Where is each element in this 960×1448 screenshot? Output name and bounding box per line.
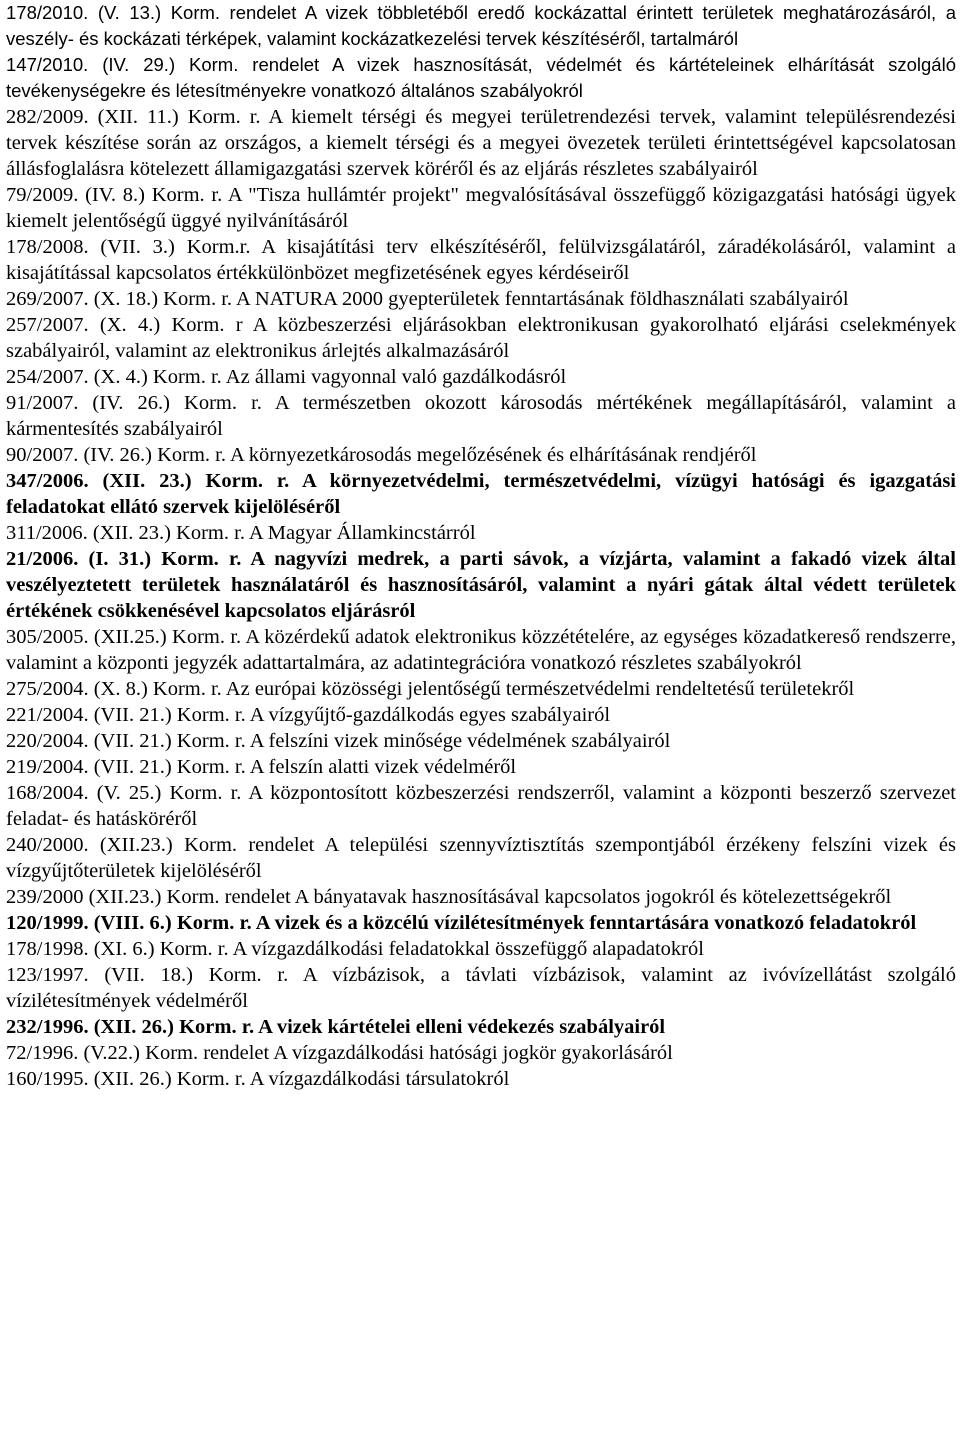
- regulation-entry: 178/2008. (VII. 3.) Korm.r. A kisajátítási terv elkészítéséről, felülvizsgálatáról, záradékolásáról, valamint a kisajátítással kapcsolatos értékkülönbözet megfizetésének egyes kérdéseiről: [6, 236, 956, 284]
- regulation-entry: 305/2005. (XII.25.) Korm. r. A közérdekű adatok elektronikus közzétételére, az egységes közadatkereső rendszerre, valamint a központi jegyzék adattartalmára, az adatintegrációra vonatkozó részletes szabályokról: [6, 626, 956, 674]
- regulation-entry: 220/2004. (VII. 21.) Korm. r. A felszíni vizek minősége védelmének szabályairól: [6, 730, 671, 752]
- regulation-entry: 147/2010. (IV. 29.) Korm. rendelet A vizek hasznosítását, védelmét és kártételeinek elhárítását szolgáló tevékenységekre és létesítményekre vonatkozó általános szabályokról: [6, 54, 956, 101]
- regulation-entry: 178/1998. (XI. 6.) Korm. r. A vízgazdálkodási feladatokkal összefüggő alapadatokról: [6, 938, 704, 960]
- regulation-entry: 239/2000 (XII.23.) Korm. rendelet A bányatavak hasznosításával kapcsolatos jogokról és kötelezettségekről: [6, 886, 892, 908]
- regulation-entry: 168/2004. (V. 25.) Korm. r. A központosított közbeszerzési rendszerről, valamint a központi beszerző szervezet feladat- és hatásköréről: [6, 782, 956, 830]
- regulation-entry: 123/1997. (VII. 18.) Korm. r. A vízbázisok, a távlati vízbázisok, valamint az ivóvízellátást szolgáló vízilétesítmények védelméről: [6, 964, 956, 1012]
- regulation-entry: 275/2004. (X. 8.) Korm. r. Az európai közösségi jelentőségű természetvédelmi rendeltetésű területekről: [6, 678, 855, 700]
- regulation-entry: 72/1996. (V.22.) Korm. rendelet A vízgazdálkodási hatósági jogkör gyakorlásáról: [6, 1042, 673, 1064]
- regulation-entry-highlighted: 232/1996. (XII. 26.) Korm. r. A vizek kártételei elleni védekezés szabályairól: [6, 1016, 666, 1038]
- regulation-entry-highlighted: 347/2006. (XII. 23.) Korm. r. A környezetvédelmi, természetvédelmi, vízügyi hatósági és igazgatási feladatokat ellátó szervek kijelöléséről: [6, 470, 956, 518]
- regulation-entry: 91/2007. (IV. 26.) Korm. r. A természetben okozott károsodás mértékének megállapításáról, valamint a kármentesítés szabályairól: [6, 392, 956, 440]
- regulation-entry: 269/2007. (X. 18.) Korm. r. A NATURA 2000 gyepterületek fenntartásának földhasználati szabályairól: [6, 288, 849, 310]
- regulation-entry: 254/2007. (X. 4.) Korm. r. Az állami vagyonnal való gazdálkodásról: [6, 366, 567, 388]
- regulation-entry: 219/2004. (VII. 21.) Korm. r. A felszín alatti vizek védelméről: [6, 756, 517, 778]
- regulation-entry: 178/2010. (V. 13.) Korm. rendelet A vizek többletéből eredő kockázattal érintett területek meghatározásáról, a veszély- és kockázati térképek, valamint kockázatkezelési tervek készítéséről, tartalmáról: [6, 2, 956, 49]
- document-page: [6, 0, 956, 1092]
- regulation-entry-highlighted: 120/1999. (VIII. 6.) Korm. r. A vizek és a közcélú vízilétesítmények fenntartására vonatkozó feladatokról: [6, 912, 917, 934]
- regulation-entry-highlighted: 21/2006. (I. 31.) Korm. r. A nagyvízi medrek, a parti sávok, a vízjárta, valamint a fakadó vizek által veszélyeztetett területek használatáról és hasznosításáról, valamint a nyári gátak által védett területek értékének csökkenésével kapcsolatos eljárásról: [6, 548, 956, 622]
- regulation-entry: 221/2004. (VII. 21.) Korm. r. A vízgyűjtő-gazdálkodás egyes szabályairól: [6, 704, 611, 726]
- regulation-entry: 311/2006. (XII. 23.) Korm. r. A Magyar Államkincstárról: [6, 522, 476, 544]
- regulation-entry: 240/2000. (XII.23.) Korm. rendelet A települési szennyvíztisztítás szempontjából érzékeny felszíni vizek és vízgyűjtőterületek kijelöléséről: [6, 834, 956, 882]
- regulation-entry: 257/2007. (X. 4.) Korm. r A közbeszerzési eljárásokban elektronikusan gyakorolható eljárási cselekmények szabályairól, valamint az elektronikus árlejtés alkalmazásáról: [6, 314, 956, 362]
- regulation-entry: 160/1995. (XII. 26.) Korm. r. A vízgazdálkodási társulatokról: [6, 1068, 510, 1090]
- regulation-entry: 282/2009. (XII. 11.) Korm. r. A kiemelt térségi és megyei területrendezési tervek, valamint településrendezési tervek készítése során az országos, a kiemelt térségi és a megyei övezetek területi érintettségével kapcsolatosan állásfoglalásra kötelezett államigazgatási szervek köréről és az eljárás részletes szabályairól: [6, 106, 956, 180]
- regulation-entry: 90/2007. (IV. 26.) Korm. r. A környezetkárosodás megelőzésének és elhárításának rendjéről: [6, 444, 757, 466]
- regulation-entry: 79/2009. (IV. 8.) Korm. r. A "Tisza hullámtér projekt" megvalósításával összefüggő közigazgatási hatósági ügyek kiemelt jelentőségű üggyé nyilvánításáról: [6, 184, 956, 232]
